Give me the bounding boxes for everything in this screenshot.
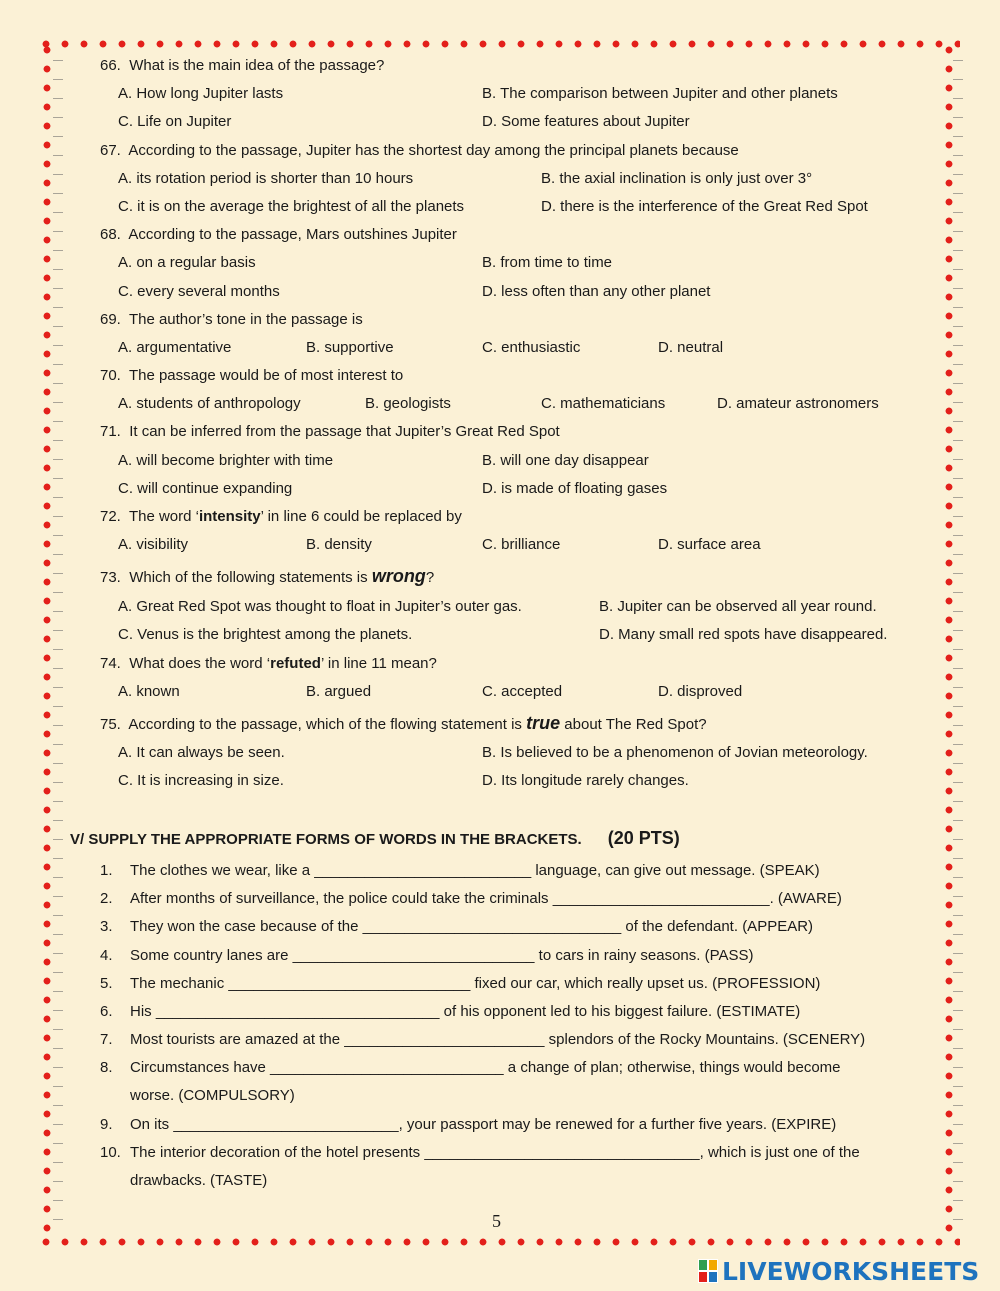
question-stem: 68. According to the passage, Mars outshines Jupiter — [100, 226, 457, 243]
option[interactable]: A. visibility — [118, 536, 189, 553]
option[interactable]: A. students of anthropology — [118, 395, 301, 412]
option[interactable]: B. geologists — [365, 395, 451, 412]
word-form-continuation: worse. (COMPULSORY) — [130, 1087, 295, 1104]
option[interactable]: A. Great Red Spot was thought to float in Jupiter’s outer gas. — [118, 598, 522, 615]
keyword: true — [526, 713, 561, 733]
option[interactable]: C. It is increasing in size. — [118, 772, 284, 789]
option[interactable]: B. the axial inclination is only just over 3° — [541, 170, 813, 187]
option[interactable]: A. It can always be seen. — [118, 744, 285, 761]
option[interactable]: D. Many small red spots have disappeared. — [599, 626, 888, 643]
logo-square — [698, 1259, 708, 1271]
option[interactable]: A. its rotation period is shorter than 10 hours — [118, 170, 414, 187]
logo-square — [698, 1271, 708, 1283]
question-stem: 71. It can be inferred from the passage that Jupiter’s Great Red Spot — [100, 423, 560, 440]
question-stem: 66. What is the main idea of the passage? — [100, 57, 385, 74]
option[interactable]: C. every several months — [118, 283, 280, 300]
option[interactable]: D. disproved — [658, 683, 743, 700]
section-heading: V/ SUPPLY THE APPROPRIATE FORMS OF WORDS IN THE BRACKETS. (20 PTS) — [70, 828, 680, 848]
option[interactable]: A. on a regular basis — [118, 254, 256, 271]
question-stem: 67. According to the passage, Jupiter has the shortest day among the principal planets because — [100, 142, 739, 159]
option[interactable]: C. Venus is the brightest among the planets. — [118, 626, 413, 643]
dotted-border-left — [41, 44, 53, 1240]
option[interactable]: D. is made of floating gases — [482, 480, 668, 497]
logo-grid-icon — [698, 1259, 718, 1283]
question-stem: 73. Which of the following statements is wrong? — [100, 566, 435, 586]
option[interactable]: C. Life on Jupiter — [118, 113, 232, 130]
option[interactable]: B. from time to time — [482, 254, 613, 271]
logo-square — [708, 1271, 718, 1283]
option[interactable]: B. supportive — [306, 339, 394, 356]
option[interactable]: A. will become brighter with time — [118, 452, 334, 469]
logo-square — [708, 1259, 718, 1271]
option[interactable]: D. surface area — [658, 536, 761, 553]
option[interactable]: C. brilliance — [482, 536, 561, 553]
page-number: 5 — [492, 1211, 501, 1231]
question-stem: 70. The passage would be of most interest to — [100, 367, 404, 384]
question-stem: 75. According to the passage, which of the flowing statement is true about The Red Spot? — [100, 713, 707, 733]
option[interactable]: B. Jupiter can be observed all year round. — [599, 598, 877, 615]
dotted-border-bottom — [40, 1236, 960, 1248]
option[interactable]: A. known — [118, 683, 180, 700]
option[interactable]: A. How long Jupiter lasts — [118, 85, 284, 102]
section-points: (20 PTS) — [607, 828, 680, 848]
option[interactable]: B. will one day disappear — [482, 452, 649, 469]
option[interactable]: C. enthusiastic — [482, 339, 581, 356]
option[interactable]: C. accepted — [482, 683, 563, 700]
question-stem: 72. The word ‘intensity’ in line 6 could be replaced by — [100, 508, 462, 525]
option[interactable]: D. there is the interference of the Great Red Spot — [541, 198, 868, 215]
keyword: refuted — [270, 655, 321, 672]
border-ticks-right — [953, 54, 963, 1234]
liveworksheets-logo — [698, 1256, 979, 1286]
option[interactable]: B. density — [306, 536, 372, 553]
option[interactable]: B. Is believed to be a phenomenon of Jovian meteorology. — [482, 744, 868, 761]
keyword: intensity — [198, 508, 261, 525]
option[interactable]: B. The comparison between Jupiter and other planets — [482, 85, 838, 102]
option[interactable]: D. neutral — [658, 339, 724, 356]
question-stem: 69. The author’s tone in the passage is — [100, 311, 363, 328]
option[interactable]: C. mathematicians — [541, 395, 666, 412]
border-ticks-left — [53, 54, 63, 1234]
worksheet-page: 66. What is the main idea of the passage? A. How long Jupiter lasts B. The comparison between Jupiter and other planets C. Life on Jupiter D. Some features about Jupiter 67. According to the passage, Jupiter has the shortest day among the principal planets because A. its rotation period is shorter than 10 hours B. the axial inclination is only just over 3° C. it is on the average the brightest of all the planets D. there is the interference of the Great Red Spot 68. According to the passage, Mars outshines Jupiter A. on a regular basis B. from time to time C. every several months D. less often than any other planet 69. The author’s tone in the passage is A. argumentative B. supportive C. enthusiastic D. neutral 70. The passage would be of most interest to A. students of anthropology B. geologists C. mathematicians D. amateur astronomers 71. It can be inferred from the passage that Jupiter’s Great Red Spot A. will become brighter with time B. will one day disappear C. will continue expanding D. is made of floating gases 72. The word ‘intensity’ in line 6 could be replaced by A. visibility B. density C. brilliance D. surface area 73. Which of the following statements is wrong? A. Great Red Spot was thought to float in Jupiter’s outer gas. B. Jupiter can be observed all year round. C. Venus is the brightest among the planets. D. Many small red spots have disappeared. 74. What does the word ‘refuted’ in line 11 mean? A. known B. argued C. accepted D. disproved 75. According to the passage, which of the flowing statement is true about The Red Spot? A. It can always be seen. B. Is believed to be a phenomenon of Jovian meteorology. C. It is increasing in size. D. Its longitude rarely changes. V/ SUPPLY THE APPROPRIATE FORMS OF WORDS IN THE BRACKETS. (20 PTS) 1. The clothes we wear, like a __________________________ language, can give out message. (SPEAK) 2. After months of surveillance, the police could take the criminals __________________________. (AWARE) 3. They won the case because of the _______________________________ of the defendant. (APPEAR) 4. Some country lanes are _____________________________ to cars in rainy seasons. (PASS) 5. The mechanic _____________________________ fixed our car, which really upset us. (PROFESSION) 6. His __________________________________ of his opponent led to his biggest failure. (ESTIMATE) 7. Most tourists are amazed at the ________________________ splendors of the Rocky Mountains. (SCENERY) 8. Circumstances have ____________________________ a change of plan; otherwise, things would become worse. (COMPULSORY) 9. On its ___________________________, your passport may be renewed for a further five years. (EXPIRE) 10. The interior decoration of the hotel presents _________________________________, which is just one of the drawbacks. (TASTE) 5 LIVEWORKSHEETS — [0, 0, 1000, 1291]
option[interactable]: D. amateur astronomers — [717, 395, 879, 412]
option[interactable]: A. argumentative — [118, 339, 232, 356]
word-form-continuation: drawbacks. (TASTE) — [130, 1172, 268, 1189]
option[interactable]: B. argued — [306, 683, 372, 700]
option[interactable]: D. less often than any other planet — [482, 283, 711, 300]
option[interactable]: C. will continue expanding — [118, 480, 293, 497]
question-stem: 74. What does the word ‘refuted’ in line 11 mean? — [100, 655, 437, 672]
logo-text: LIVEWORKSHEETS — [722, 1256, 980, 1286]
dotted-border-top — [40, 38, 960, 50]
keyword: wrong — [371, 566, 426, 586]
option[interactable]: C. it is on the average the brightest of all the planets — [118, 198, 465, 215]
option[interactable]: D. Its longitude rarely changes. — [482, 772, 689, 789]
option[interactable]: D. Some features about Jupiter — [482, 113, 690, 130]
